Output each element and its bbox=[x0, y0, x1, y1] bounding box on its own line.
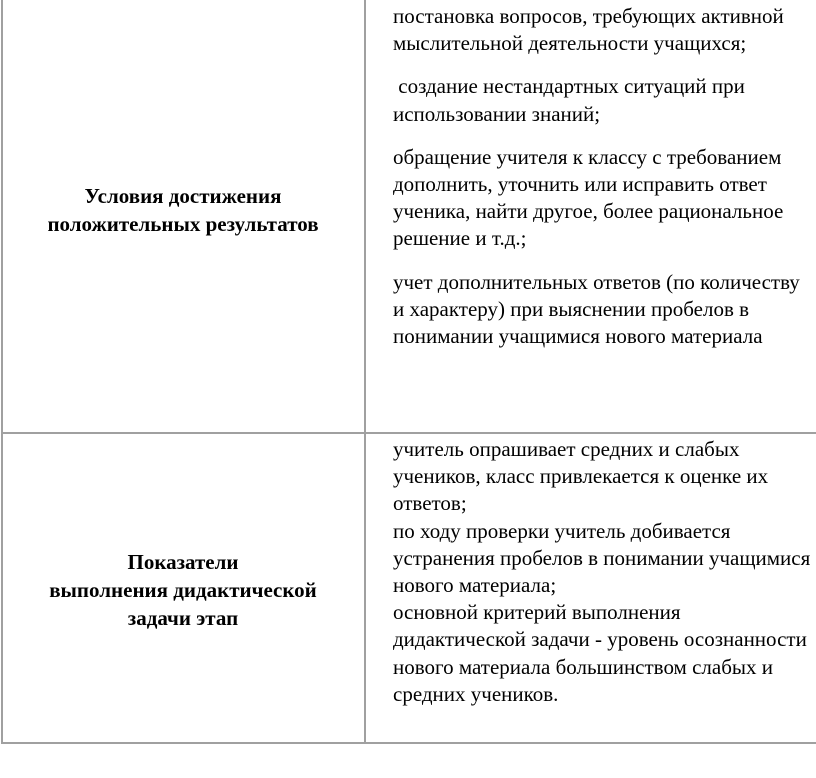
table-border-left bbox=[1, 0, 3, 744]
row-1-item: создание нестандартных ситуаций при использовании знаний; bbox=[393, 74, 751, 126]
row-2-item: учитель опрашивает средних и слабых учеников, класс привлекается к оценке их ответов; bbox=[393, 437, 769, 516]
column-divider bbox=[364, 0, 366, 744]
row-2-label bbox=[3, 548, 363, 632]
row-1-item: учет дополнительных ответов (по количеству и характеру) при выяснении пробелов в понимании учащимися нового материала bbox=[393, 269, 800, 349]
row-2-label-line: выполнения дидактической bbox=[49, 578, 317, 602]
row-2-label-line: задачи этап bbox=[127, 606, 239, 630]
row-2-label-line: Показатели bbox=[127, 550, 239, 574]
row-1-item: обращение учителя к классу с требованием дополнить, уточнить или исправить ответ ученика, найти другое, более рациональное решение и т.д.; bbox=[393, 144, 784, 251]
row-2-item: основной критерий выполнения дидактической задачи - уровень осознанности нового материала большинством слабых и средних учеников. bbox=[393, 600, 807, 706]
row-1-label bbox=[3, 182, 363, 238]
row-2-content bbox=[393, 436, 816, 708]
row-1-label-line: Условия достижения bbox=[84, 184, 282, 208]
table-border-bottom bbox=[1, 742, 816, 744]
row-2-item: по ходу проверки учитель добивается устранения пробелов в понимании учащимися нового материала; bbox=[393, 518, 811, 598]
row-1-label-line: положительных результатов bbox=[47, 212, 319, 236]
row-1-item: постановка вопросов, требующих активной мыслительной деятельности учащихся; bbox=[393, 4, 784, 56]
row-1-content bbox=[393, 3, 816, 350]
row-divider bbox=[1, 432, 816, 434]
